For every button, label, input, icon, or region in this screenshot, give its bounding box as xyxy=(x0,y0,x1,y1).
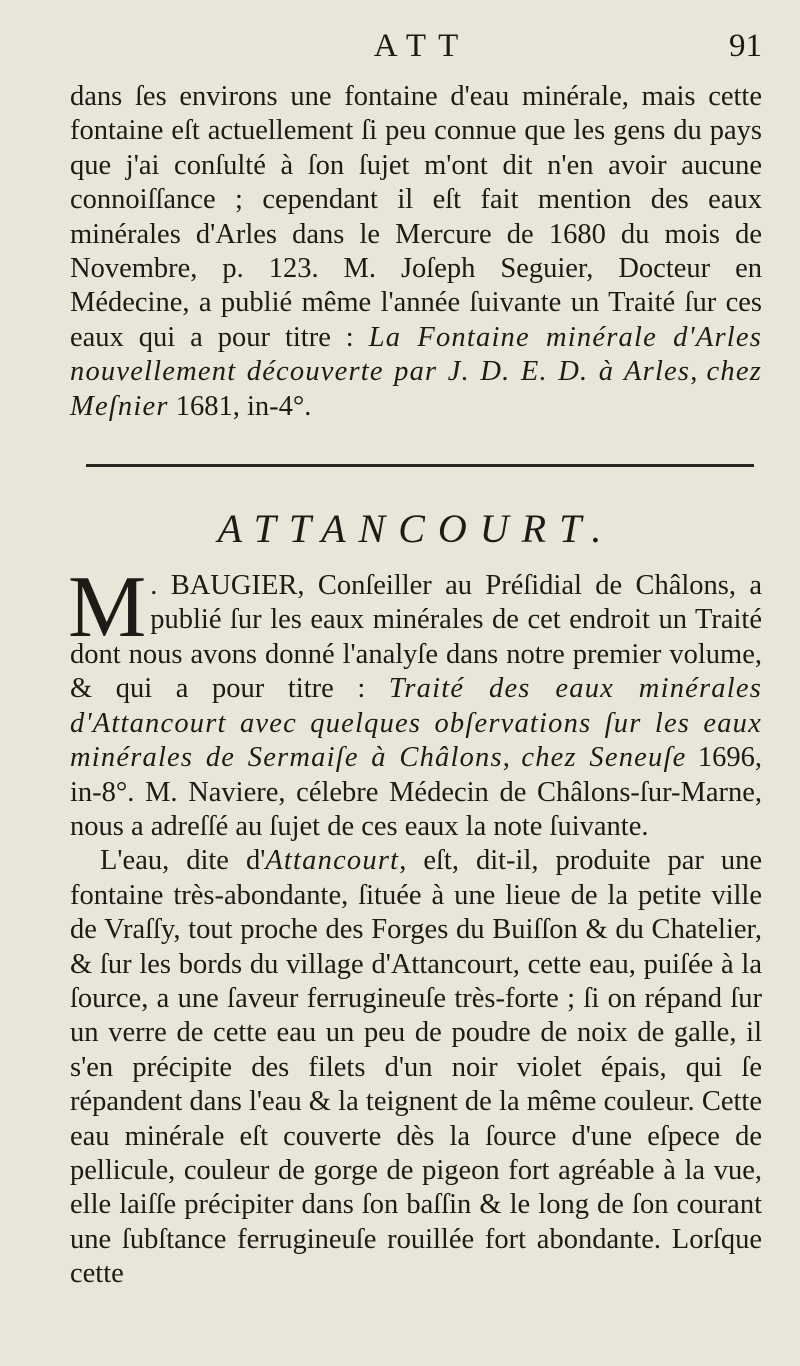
paragraph-1-text-3: 1696, in-8°. M. Naviere, célebre Médecin de Châlons-ſur-Marne, nous a adreſſé au ſujet de ces eaux la note ſuivante. xyxy=(70,742,763,842)
section-body xyxy=(68,559,763,1292)
continuation-italic-publisher: chez Meſnier xyxy=(70,356,762,422)
section-divider xyxy=(86,464,754,467)
paragraph-2-italic-place: Attancourt xyxy=(265,845,400,877)
continuation-text-1: dans ſes environs une fontaine d'eau minérale, mais cette fontaine eſt actuellement ſi peu connue que les gens du pays que j'ai conſulté à ſon ſujet m'ont dit n'en avoir aucune connoiſſance ; cependant il eſt fait mention des eaux minérales d'Arles dans le Mercure de 1680 du mois de Novembre, p. 123. M. Joſeph Seguier, Docteur en Médecine, a publié même l'année ſuivante un Traité ſur ces eaux qui a pour titre : xyxy=(70,81,762,353)
paragraph-1-text-2: , xyxy=(502,742,522,774)
continuation-paragraph xyxy=(70,80,762,424)
section-title: ATTANCOURT. xyxy=(217,506,615,552)
paragraph-2 xyxy=(70,844,762,1291)
running-title: ATT xyxy=(373,28,471,64)
continuation-text-2: , xyxy=(690,356,707,388)
paragraph-1-italic-title: Traité des eaux minérales d'Attancourt avec quelques obſervations ſur les eaux minérales de Sermaiſe à Châlons xyxy=(70,673,763,774)
continuation-italic-title: La Fontaine minérale d'Arles nouvellement découverte par J. D. E. D. à Arles xyxy=(70,321,762,388)
running-head xyxy=(70,28,762,80)
paragraph-2-text-2: , eſt, dit-il, produite par une fontaine très-abondante, ſituée à une lieue de la petite ville de Vraſſy, tout proche des Forges du Buiſſon & du Chatelier, & ſur les bords du village d'Attancourt, cette eau, puiſée à la ſource, a une ſaveur ferrugineuſe très-forte ; ſi on répand ſur un verre de cette eau un peu de poudre de noix de galle, il s'en précipite des filets d'un noir violet épais, qui ſe répandent dans l'eau & la teignent de la même couleur. Cette eau minérale eſt couverte dès la ſource d'une eſpece de pellicule, couleur de gorge de pigeon fort agréable à la vue, elle laiſſe précipiter dans ſon baſſin & le long de ſon courant une ſubſtance ferrugineuſe rouillée fort abondante. Lorſque cette xyxy=(70,845,762,1290)
continuation-text-3: 1681, in-4°. xyxy=(168,390,312,422)
paragraph-1 xyxy=(68,559,763,844)
drop-cap: M xyxy=(68,559,147,657)
paragraph-1-italic-publisher: chez Seneuſe xyxy=(521,742,687,774)
paragraph-2-text-1: L'eau, dite d' xyxy=(100,845,266,877)
paragraph-1-text-1: . BAUGIER, Conſeiller au Préſidial de Châlons, a publié ſur les eaux minérales de cet endroit un Traité dont nous avons donné l'analyſe dans notre premier volume, & qui a pour titre : xyxy=(70,570,762,705)
page-number: 91 xyxy=(729,28,762,64)
